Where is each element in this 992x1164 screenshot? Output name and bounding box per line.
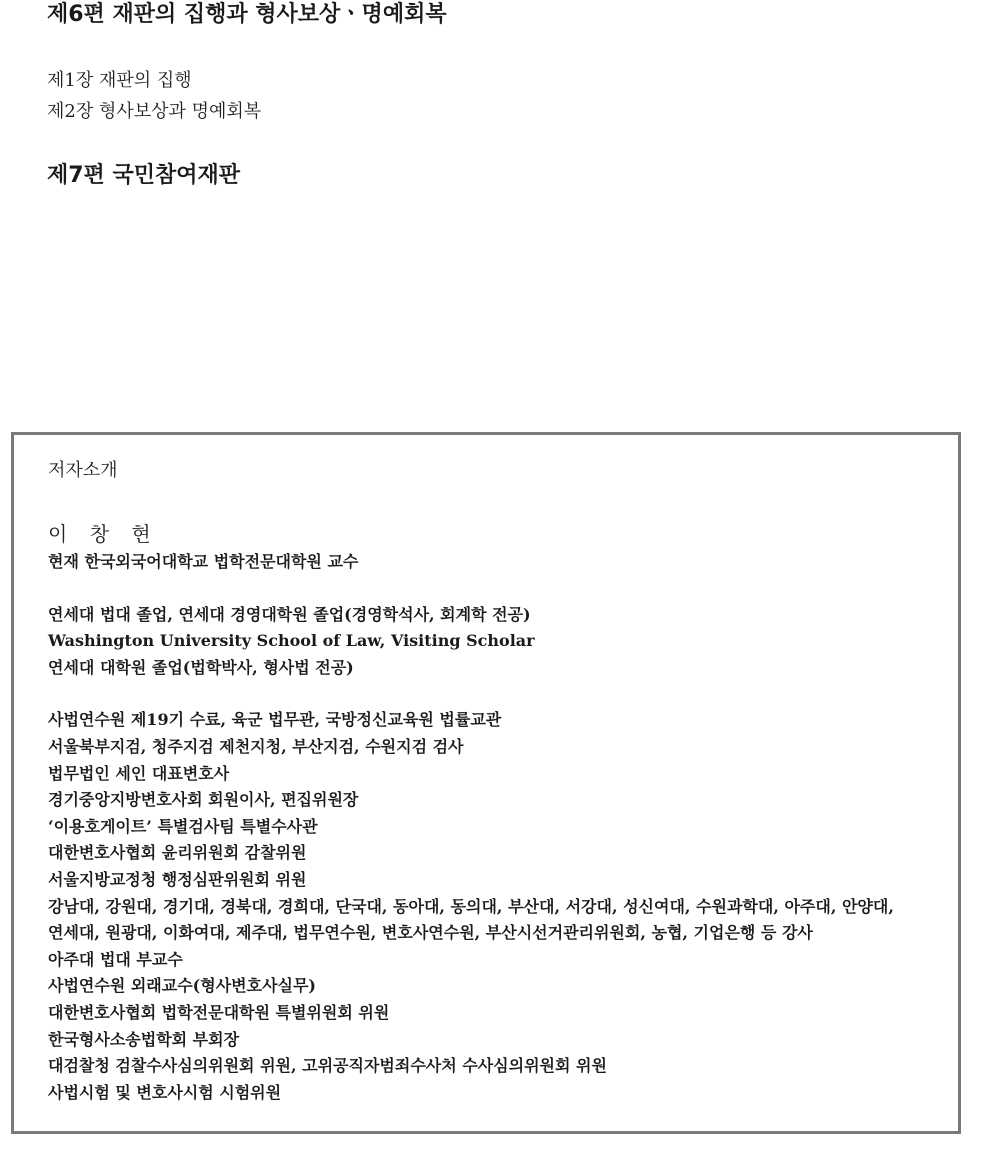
career-item: 서울지방교정청 행정심판위원회 위원 <box>48 869 307 889</box>
chapter-item: 제2장 형사보상과 명예회복 <box>47 101 262 122</box>
education-item: 연세대 법대 졸업, 연세대 경영대학원 졸업(경영학석사, 회계학 전공) <box>48 604 531 624</box>
career-item: 대한변호사협회 윤리위원회 감찰위원 <box>48 843 307 863</box>
author-name: 이 창 현 <box>48 522 159 546</box>
education-item: 연세대 대학원 졸업(법학박사, 형사법 전공) <box>48 657 354 677</box>
career-item: ‘이용호게이트’ 특별검사팀 특별수사관 <box>48 816 318 836</box>
career-item: 법무법인 세인 대표변호사 <box>48 763 230 783</box>
career-item: 사법연수원 외래교수(형사변호사실무) <box>48 976 317 996</box>
part6-title: 제6편 재판의 집행과 형사보상ㆍ명예회복 <box>47 2 447 27</box>
author-profile-box <box>11 432 961 1134</box>
spacer <box>47 30 947 65</box>
career-item: 대한변호사협회 법학전문대학원 특별위원회 위원 <box>48 1002 390 1022</box>
author-profile-content <box>48 457 953 1106</box>
spacer <box>48 576 953 602</box>
author-section-heading: 저자소개 <box>48 460 118 481</box>
education-item: Washington University School of Law, Visiting Scholar <box>48 631 535 651</box>
career-item: 사법연수원 제19기 수료, 육군 법무관, 국방정신교육원 법률교관 <box>48 710 502 730</box>
current-position: 현재 한국외국어대학교 법학전문대학원 교수 <box>48 552 359 571</box>
career-item: 연세대, 원광대, 이화여대, 제주대, 법무연수원, 변호사연수원, 부산시선거관리위원회, 농협, 기업은행 등 강사 <box>48 923 813 943</box>
spacer <box>48 485 953 519</box>
career-item: 사법시험 및 변호사시험 시험위원 <box>48 1082 282 1102</box>
career-item: 아주대 법대 부교수 <box>48 949 183 969</box>
career-item: 강남대, 강원대, 경기대, 경북대, 경희대, 단국대, 동아대, 동의대, 부산대, 서강대, 성신여대, 수원과학대, 아주대, 안양대, <box>48 896 894 916</box>
career-item: 대검찰청 검찰수사심의위원회 위원, 고위공직자범죄수사처 수사심의위원회 위원 <box>48 1056 607 1076</box>
part7-title: 제7편 국민참여재판 <box>47 163 240 188</box>
career-item: 경기중앙지방변호사회 회원이사, 편집위원장 <box>48 790 359 810</box>
spacer <box>47 127 947 161</box>
chapter-item: 제1장 재판의 집행 <box>47 70 192 91</box>
table-of-contents <box>47 0 947 191</box>
spacer <box>48 681 953 707</box>
career-item: 서울북부지검, 청주지검 제천지청, 부산지검, 수원지검 검사 <box>48 736 464 756</box>
career-item: 한국형사소송법학회 부회장 <box>48 1029 240 1049</box>
